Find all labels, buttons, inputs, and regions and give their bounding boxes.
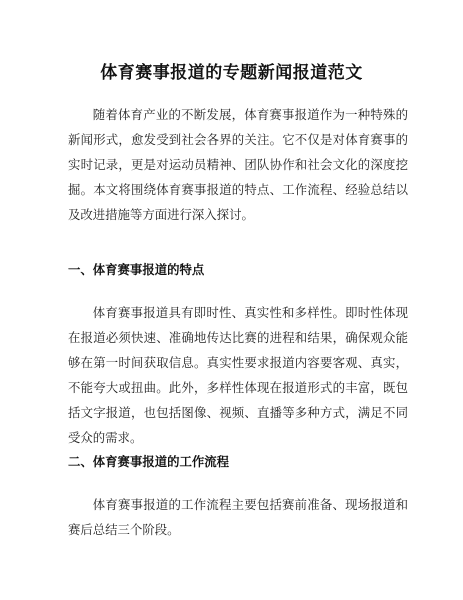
section-heading-workflow: 二、体育赛事报道的工作流程 <box>68 454 230 469</box>
section-paragraph-workflow: 体育赛事报道的工作流程主要包括赛前准备、现场报道和赛后总结三个阶段。 <box>68 497 408 537</box>
section-heading-features: 一、体育赛事报道的特点 <box>68 262 205 277</box>
intro-paragraph: 随着体育产业的不断发展，体育赛事报道作为一种特殊的新闻形式，愈发受到社会各界的关注。它不仅是对体育赛事的实时记录，更是对运动员精神、团队协作和社会文化的深度挖掘。本文将围绕体育赛事报道的特点、工作流程、经验总结以及改进措施等方面进行深入探讨。 <box>68 107 408 222</box>
section-paragraph-features: 体育赛事报道具有即时性、真实性和多样性。即时性体现在报道必须快速、准确地传达比赛的进程和结果，确保观众能够在第一时间获取信息。真实性要求报道内容要客观、真实，不能夸大或扭曲。此外，多样性体现在报道形式的丰富，既包括文字报道，也包括图像、视频、直播等多种方式，满足不同受众的需求。 <box>68 305 408 445</box>
document-title: 体育赛事报道的专题新闻报道范文 <box>100 63 363 83</box>
